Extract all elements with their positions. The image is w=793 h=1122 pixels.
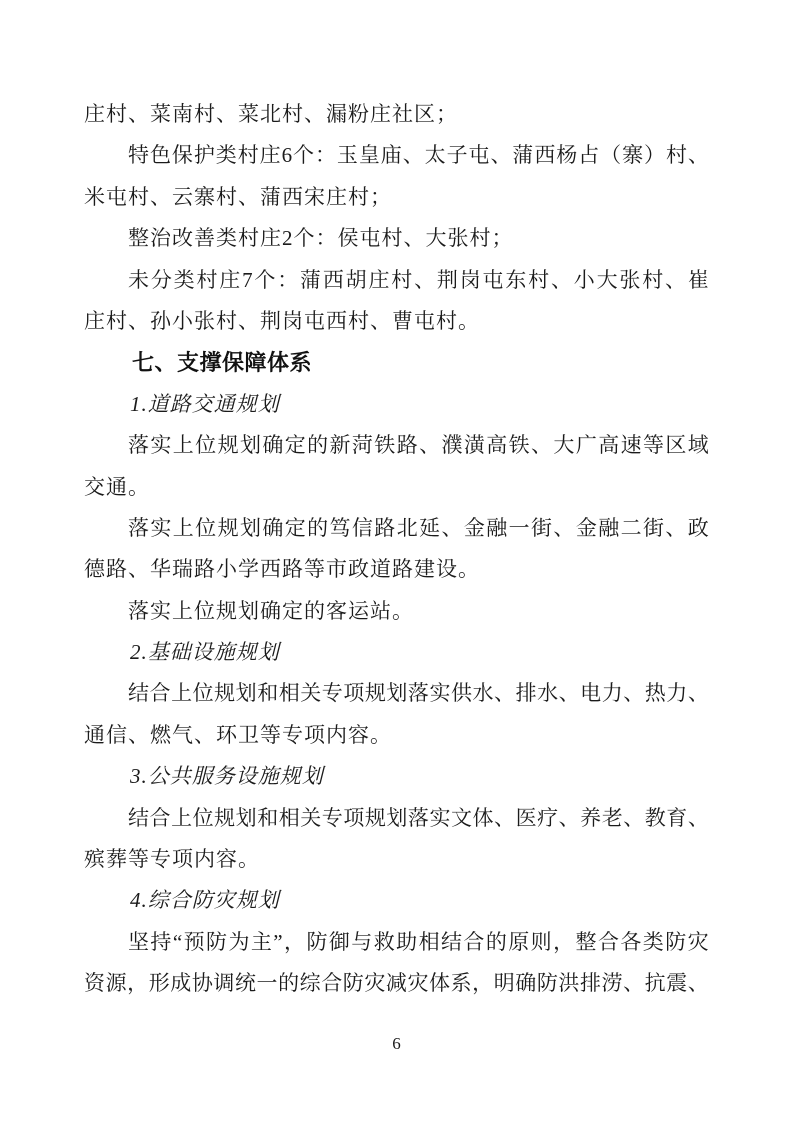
paragraph-line: 结 合 上 位 规 划 和 相 关 专 项 规 划 落 实 文 体 、 医 疗 、 养 老 、 教 育 、	[128, 805, 709, 830]
paragraph-line: 庄村、孙小张村、荆岗屯西村、曹屯村。	[84, 308, 480, 333]
paragraph-line: 落 实 上 位 规 划 确 定 的 新 菏 铁 路 、 濮 潢 高 铁 、 大 广 高 速 等 区 域	[128, 433, 709, 458]
page-number: 6	[392, 1034, 401, 1053]
paragraph-line: 德路、华瑞路小学西路等市政道路建设。	[84, 557, 480, 582]
paragraph-line: 庄村、菜南村、菜北村、漏粉庄社区；	[84, 102, 458, 126]
paragraph-line: 特 色 保 护 类 村 庄 6 个 ： 玉 皇 庙 、 太 子 屯 、 蒲 西 杨 占 （ 寨 ） 村 、	[128, 143, 709, 168]
section-heading: 七、支撑保障体系	[132, 350, 313, 376]
subsection-heading: 3.公共服务设施规划	[130, 764, 324, 789]
paragraph-line: 结 合 上 位 规 划 和 相 关 专 项 规 划 落 实 供 水 、 排 水 、 电 力 、 热 力 、	[128, 681, 709, 706]
subsection-heading: 2.基础设施规划	[130, 640, 280, 665]
paragraph-line: 通信、燃气、环卫等专项内容。	[84, 722, 392, 747]
subsection-heading: 1.道路交通规划	[130, 391, 280, 416]
paragraph-line: 未 分 类 村 庄 7 个 ： 蒲 西 胡 庄 村 、 荆 岗 屯 东 村 、 小 大 张 村 、 崔	[128, 267, 709, 292]
paragraph-line: 整治改善类村庄2个：侯屯村、大张村；	[128, 226, 514, 251]
paragraph-line: 落实上位规划确定的客运站。	[128, 598, 414, 623]
document-body	[84, 94, 709, 1005]
paragraph-line: 资 源 ， 形 成 协 调 统 一 的 综 合 防 灾 减 灾 体 系 ， 明 确 防 洪 排 涝 、 抗 震 、	[84, 971, 709, 996]
paragraph-line: 米屯村、云寨村、蒲西宋庄村；	[84, 184, 392, 209]
paragraph-line: 交通。	[84, 474, 150, 499]
paragraph-line: 落 实 上 位 规 划 确 定 的 笃 信 路 北 延 、 金 融 一 街 、 金 融 二 街 、 政	[128, 515, 709, 540]
paragraph-line: 坚 持 “ 预 防 为 主 ” ， 防 御 与 救 助 相 结 合 的 原 则 ， 整 合 各 类 防 灾	[128, 929, 709, 954]
subsection-heading: 4.综合防灾规划	[130, 888, 280, 913]
paragraph-line: 殡葬等专项内容。	[84, 847, 260, 872]
